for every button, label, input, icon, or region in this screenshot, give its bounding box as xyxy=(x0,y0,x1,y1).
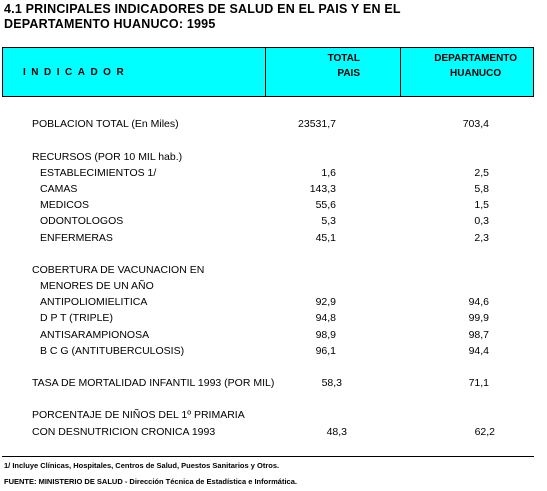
header-divider xyxy=(265,48,266,96)
table-row: D P T (TRIPLE) 94,8 99,9 xyxy=(40,312,489,324)
source-note: FUENTE: MINISTERIO DE SALUD - Dirección Técnica de Estadística e Informática. xyxy=(4,477,297,486)
table-row: ESTABLECIMIENTOS 1/ 1,6 2,5 xyxy=(40,167,489,179)
table-row: MEDICOS 55,6 1,5 xyxy=(40,199,489,211)
table-row: TASA DE MORTALIDAD INFANTIL 1993 (POR MIL) 58,3 71,1 xyxy=(32,377,489,389)
header-total-pais: TOTAL PAIS xyxy=(327,53,360,79)
title-line-1: 4.1 PRINCIPALES INDICADORES DE SALUD EN EL PAIS Y EN EL xyxy=(4,2,401,16)
table-row: B C G (ANTITUBERCULOSIS) 96,1 94,4 xyxy=(40,345,489,357)
table-row: ANTIPOLIOMIELITICA 92,9 94,6 xyxy=(40,296,489,308)
table-row: COBERTURA DE VACUNACION EN xyxy=(32,264,205,276)
table-row: POBLACION TOTAL (En Miles) 23531,7 703,4 xyxy=(32,118,489,130)
table-row: PORCENTAJE DE NIÑOS DEL 1º PRIMARIA xyxy=(32,409,245,421)
footer-rule xyxy=(2,456,534,457)
title-line-2: DEPARTAMENTO HUANUCO: 1995 xyxy=(4,17,216,31)
table-row: ENFERMERAS 45,1 2,3 xyxy=(40,232,489,244)
table-row: CON DESNUTRICION CRONICA 1993 48,3 62,2 xyxy=(32,426,495,438)
header-departamento-huanuco: DEPARTAMENTO HUANUCO xyxy=(434,53,517,79)
page-title xyxy=(4,2,524,32)
table-row: ANTISARAMPIONOSA 98,9 98,7 xyxy=(40,329,489,341)
table-header xyxy=(2,47,534,97)
table-row: RECURSOS (POR 10 MIL hab.) xyxy=(32,151,183,163)
footnote: 1/ Incluye Clínicas, Hospitales, Centros de Salud, Puestos Sanitarios y Otros. xyxy=(4,461,280,470)
table-row: CAMAS 143,3 5,8 xyxy=(40,183,489,195)
table-row: MENORES DE UN AÑO xyxy=(40,280,154,292)
header-divider xyxy=(400,48,401,96)
header-indicador: INDICADOR xyxy=(23,67,130,78)
table-row: ODONTOLOGOS 5,3 0,3 xyxy=(40,215,489,227)
